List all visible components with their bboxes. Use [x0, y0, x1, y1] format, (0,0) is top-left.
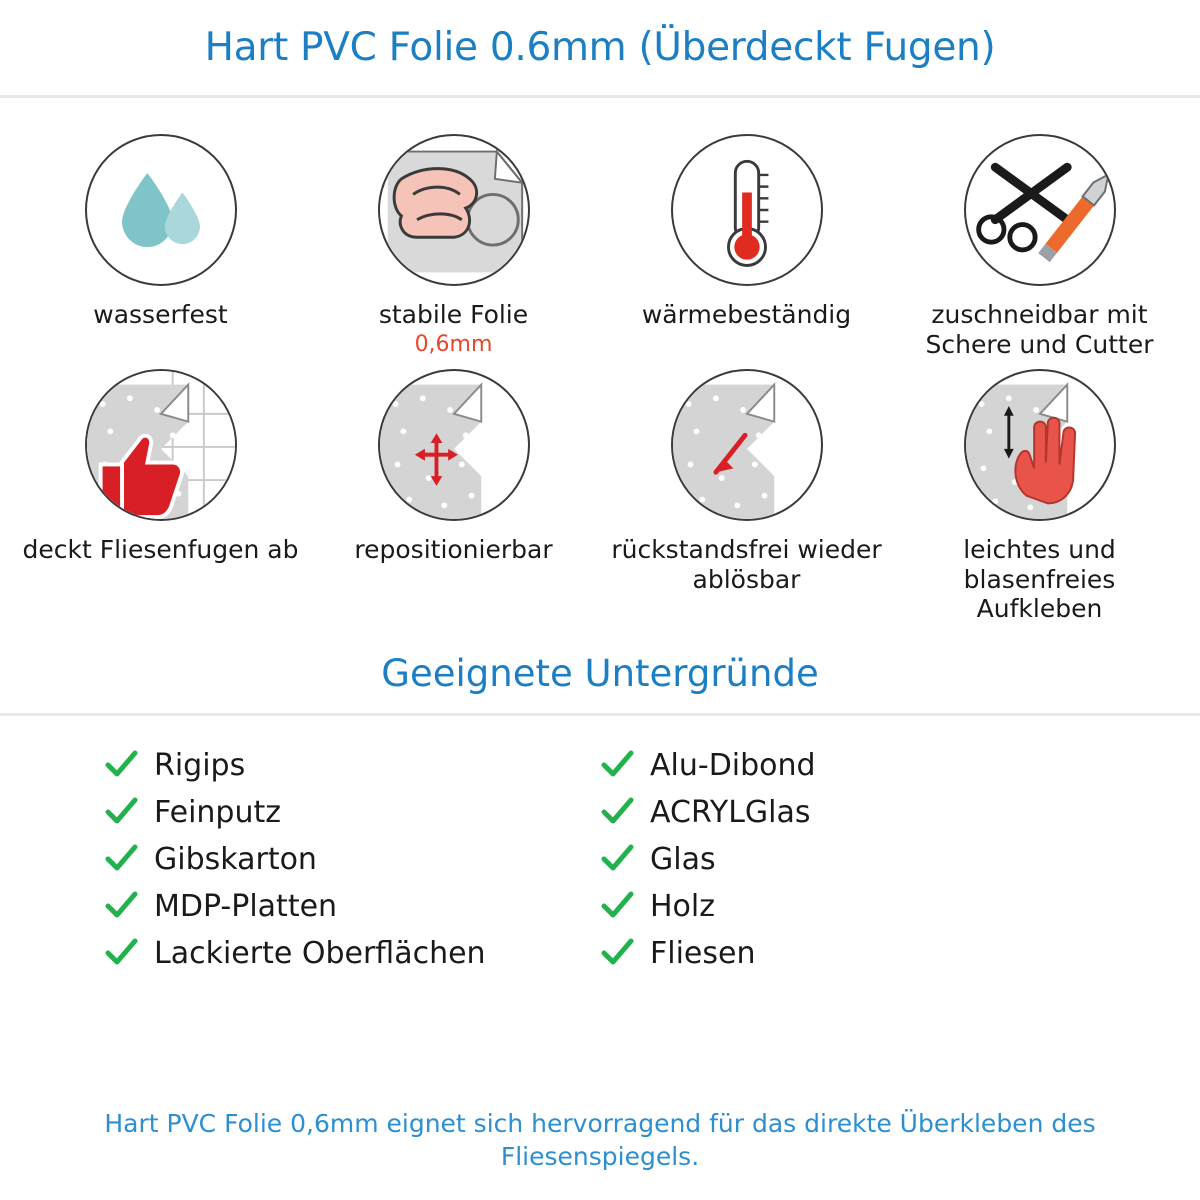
list-item-label: Fliesen	[650, 935, 756, 971]
check-icon	[600, 795, 634, 829]
check-icon	[600, 748, 634, 782]
list-item-label: MDP-Platten	[154, 888, 338, 924]
list-item	[600, 789, 1200, 836]
list-item-label: Lackierte Oberflächen	[154, 935, 486, 971]
peel-arrow-icon	[671, 369, 823, 521]
feature-item	[600, 134, 893, 359]
list-item-label: Holz	[650, 888, 715, 924]
list-item	[600, 742, 1200, 789]
check-icon	[104, 748, 138, 782]
list-item	[600, 836, 1200, 883]
page-title: Hart PVC Folie 0.6mm (Überdeckt Fugen)	[204, 25, 996, 70]
feature-item	[893, 134, 1186, 359]
list-item-label: Rigips	[154, 747, 246, 783]
list-item	[600, 930, 1200, 977]
feature-grid	[0, 98, 1200, 624]
check-icon	[600, 842, 634, 876]
section-header	[0, 652, 1200, 716]
feature-item	[307, 369, 600, 624]
feature-label: wasserfest	[93, 300, 228, 329]
check-icon	[104, 842, 138, 876]
feature-item	[893, 369, 1186, 624]
list-item-label: ACRYLGlas	[650, 794, 811, 830]
thermometer-icon	[671, 134, 823, 286]
surfaces-list	[0, 716, 1200, 977]
list-item-label: Feinputz	[154, 794, 281, 830]
footer-note: Hart PVC Folie 0,6mm eignet sich hervorragend für das direkte Überkleben des Fliesenspiegels.	[104, 1108, 1096, 1172]
thumb-up-tiles-icon	[85, 369, 237, 521]
feature-item	[14, 134, 307, 359]
check-icon	[104, 936, 138, 970]
feature-label: wärmebeständig	[641, 300, 852, 329]
feature-label: repositionierbar	[354, 535, 553, 564]
water-drops-icon	[85, 134, 237, 286]
feature-sublabel: 0,6mm	[414, 331, 493, 357]
move-arrows-icon	[378, 369, 530, 521]
section-title: Geeignete Untergründe	[381, 651, 819, 695]
check-icon	[600, 936, 634, 970]
page-header	[0, 0, 1200, 98]
strong-arm-icon	[378, 134, 530, 286]
list-item-label: Glas	[650, 841, 716, 877]
surfaces-column-right	[0, 742, 1200, 977]
feature-item	[307, 134, 600, 359]
feature-item	[600, 369, 893, 624]
list-item	[600, 883, 1200, 930]
feature-label: zuschneidbar mit Schere und Cutter	[925, 300, 1154, 359]
feature-label: leichtes und blasenfreies Aufkleben	[963, 535, 1116, 623]
hand-smooth-icon	[964, 369, 1116, 521]
feature-label: stabile Folie	[378, 300, 529, 329]
list-item-label: Alu-Dibond	[650, 747, 816, 783]
check-icon	[104, 889, 138, 923]
feature-item	[14, 369, 307, 624]
feature-label: rückstandsfrei wieder ablösbar	[611, 535, 882, 594]
feature-label: deckt Fliesenfugen ab	[22, 535, 299, 564]
scissors-cutter-icon	[964, 134, 1116, 286]
check-icon	[104, 795, 138, 829]
check-icon	[600, 889, 634, 923]
list-item-label: Gibskarton	[154, 841, 317, 877]
